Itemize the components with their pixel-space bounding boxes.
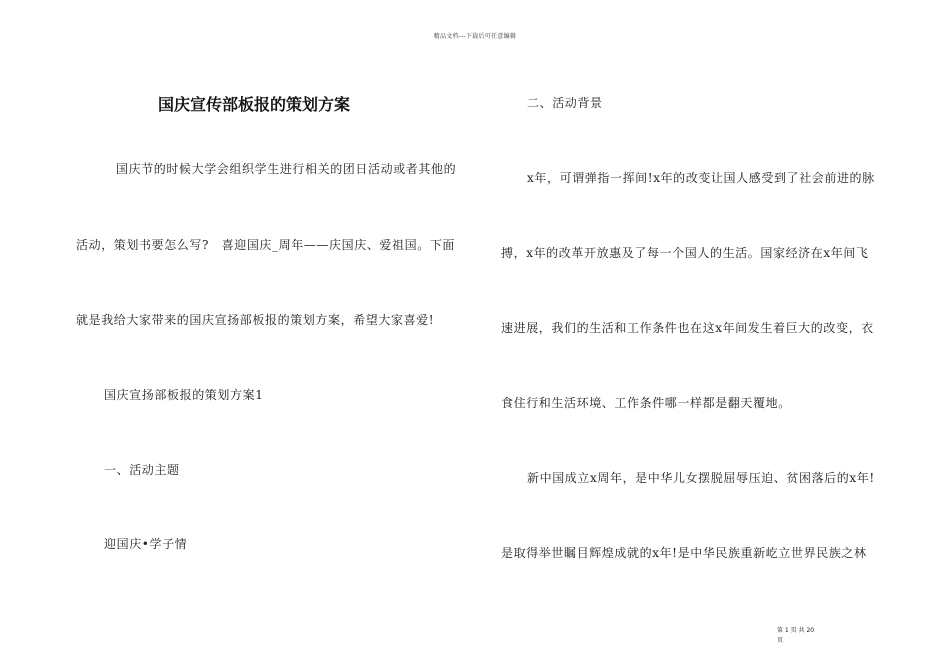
paragraph-line: 是取得举世瞩目辉煌成就的x年!是中华民族重新屹立世界民族之林 bbox=[501, 546, 867, 560]
page-footer bbox=[777, 626, 814, 646]
paragraph-line: 食住行和生活环境、工作条件哪一样都是翻天覆地。 bbox=[501, 396, 791, 410]
section-heading: 一、活动主题 bbox=[104, 463, 180, 477]
page-number-suffix: 页 bbox=[777, 637, 784, 644]
page-header: 精品文档---下载后可任意编辑 bbox=[433, 33, 517, 40]
paragraph-line: 活动，策划书要怎么写? 喜迎国庆_周年——庆国庆、爱祖国。下面 bbox=[76, 238, 456, 252]
paragraph-line: 速进展，我们的生活和工作条件也在这x年间发生着巨大的改变，衣 bbox=[501, 321, 874, 335]
paragraph-line: 搏，x年的改革开放惠及了每一个国人的生活。国家经济在x年间飞 bbox=[501, 246, 869, 260]
section-heading: 国庆宣扬部板报的策划方案1 bbox=[104, 388, 264, 402]
paragraph-line: 就是我给大家带来的国庆宣扬部板报的策划方案，希望大家喜爱! bbox=[76, 313, 435, 327]
section-heading: 二、活动背景 bbox=[527, 96, 603, 110]
paragraph-line: 迎国庆•学子情 bbox=[104, 537, 188, 551]
paragraph-line: x年，可谓弹指一挥间!x年的改变让国人感受到了社会前进的脉 bbox=[527, 171, 875, 185]
paragraph-line: 新中国成立x周年，是中华儿女摆脱屈辱压迫、贫困落后的x年! bbox=[527, 471, 875, 485]
page-number: 第 1 页 共 20 bbox=[777, 627, 815, 634]
paragraph-line: 国庆节的时候大学会组织学生进行相关的团日活动或者其他的 bbox=[116, 162, 457, 176]
document-title: 国庆宣传部板报的策划方案 bbox=[158, 95, 351, 114]
